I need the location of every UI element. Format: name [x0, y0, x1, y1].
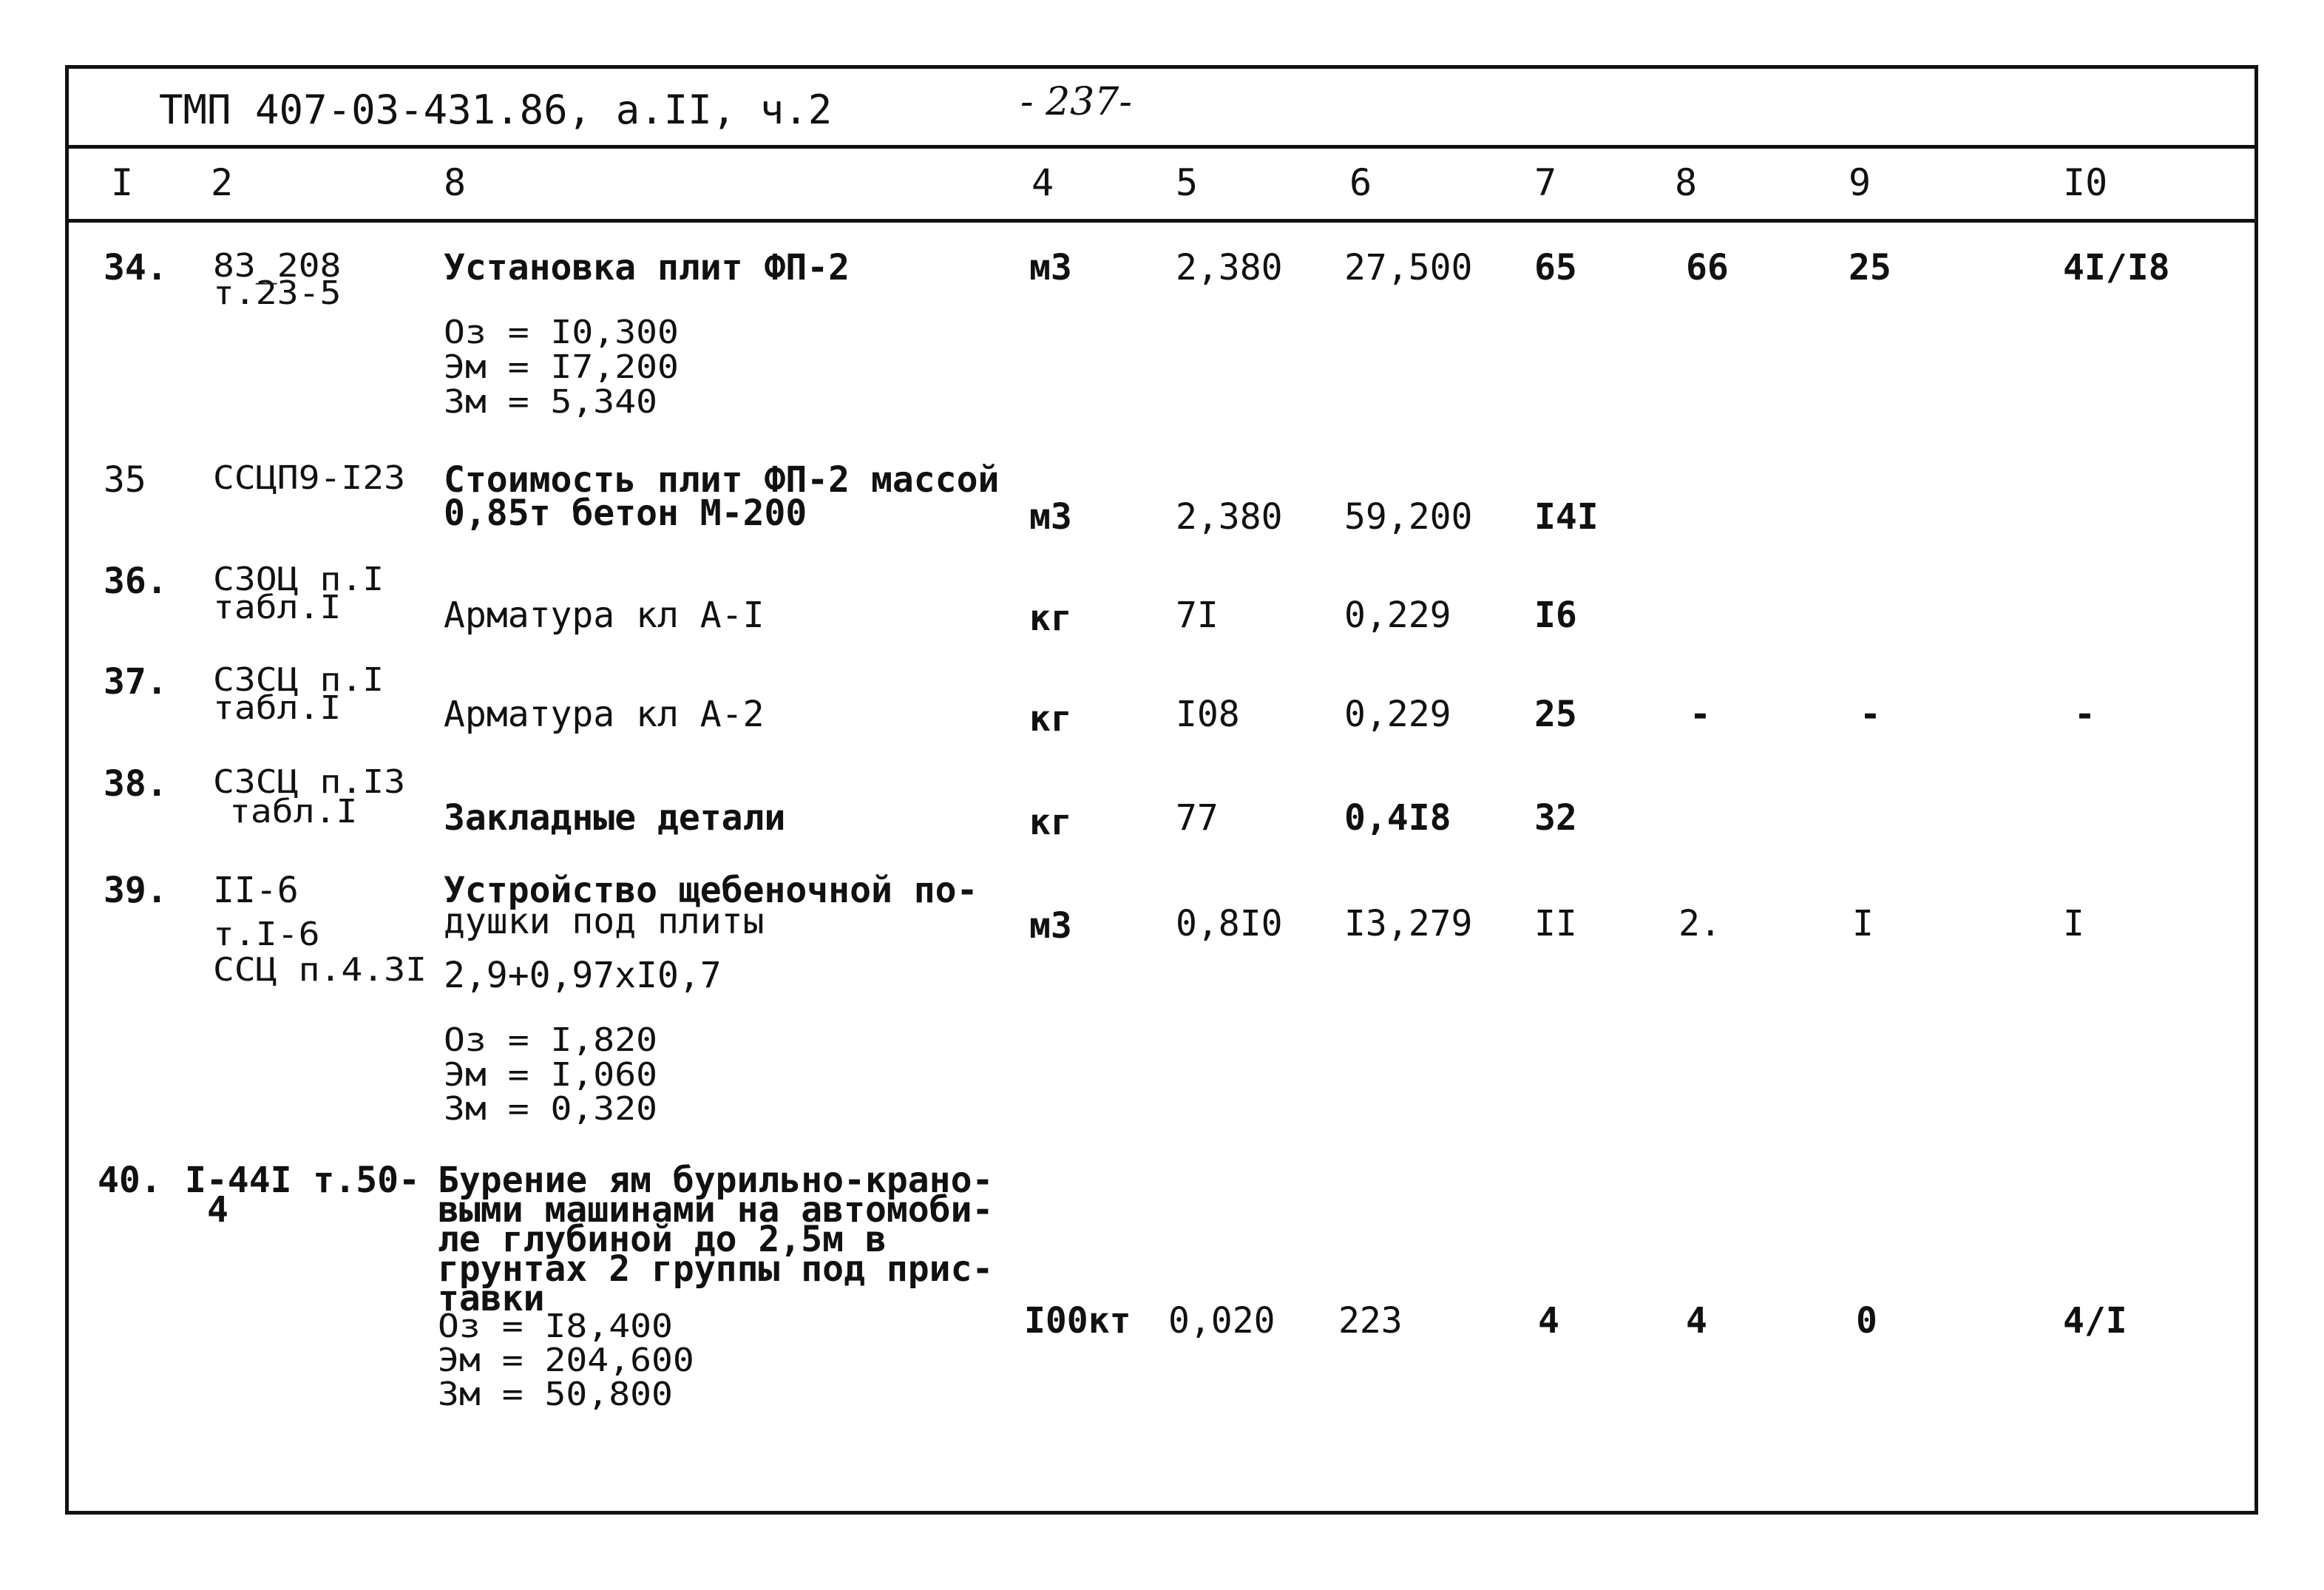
work-description: Установка плит ФП-2 [444, 247, 850, 288]
work-description: 0,85т бетон М-200 [444, 493, 807, 534]
formula-line: Оз = I,820 [444, 1021, 657, 1059]
cell-col9: 25 [1849, 247, 1891, 288]
unit: I00кт [1024, 1300, 1131, 1342]
cell-col6: 59,200 [1344, 496, 1473, 538]
calculation-line: 2,9+0,97xI0,7 [444, 955, 722, 996]
norm-code: I-44I т.50- [185, 1160, 420, 1201]
column-header-divider [65, 219, 2258, 223]
work-description: Арматура кл А-2 [444, 694, 765, 735]
cell-col8: 4 [1686, 1300, 1707, 1342]
column-header-9: 9 [1849, 161, 1871, 204]
norm-code: т.I-6 [213, 916, 320, 953]
row-number: 36. [104, 561, 168, 602]
norm-code: СЗСЦ п.I [213, 661, 384, 699]
cell-col10: - [2074, 694, 2096, 735]
work-description: тавки [438, 1278, 545, 1319]
cell-col8: 66 [1686, 247, 1729, 288]
cell-col6: 27,500 [1344, 247, 1473, 288]
cell-col5: 0,020 [1168, 1300, 1276, 1342]
column-header-4: 4 [1031, 161, 1054, 204]
norm-code: табл.I [213, 689, 342, 727]
cell-col7: 4 [1538, 1300, 1559, 1342]
row-number: 40. [98, 1160, 162, 1201]
cell-col5: 77 [1176, 797, 1219, 839]
work-description: Арматура кл А-I [444, 595, 765, 636]
cell-col9: 0 [1856, 1300, 1877, 1342]
document-title: ТМП 407-03-431.86, а.II, ч.2 [159, 87, 833, 133]
cell-col5: 0,8I0 [1176, 903, 1283, 944]
work-description: Устройство щебеночной по- [444, 870, 978, 911]
work-description: Закладные детали [444, 797, 786, 839]
row-number: 37. [104, 661, 168, 703]
cell-col7: I6 [1534, 595, 1577, 636]
unit: кг [1029, 598, 1072, 639]
column-header-6: 6 [1349, 161, 1372, 204]
column-header-10: I0 [2063, 161, 2108, 204]
unit: м3 [1029, 247, 1072, 288]
cell-col10: I [2063, 903, 2084, 944]
cell-col5: 2,380 [1176, 496, 1283, 538]
work-description: грунтах 2 группы под прис- [438, 1248, 994, 1290]
norm-code: II-6 [213, 870, 299, 911]
page-number: - 237- [1020, 80, 1132, 124]
column-header-7: 7 [1534, 161, 1557, 204]
cell-col7: II [1534, 903, 1577, 944]
work-description: выми машинами на автомоби- [438, 1189, 994, 1231]
cell-col7: I4I [1534, 496, 1599, 538]
formula-line: Оз = I8,400 [438, 1307, 673, 1345]
row-number: 38. [104, 763, 168, 805]
formula-line: Эм = 204,600 [438, 1342, 694, 1379]
column-header-8: 8 [1675, 161, 1698, 204]
formula-line: Зм = 5,340 [444, 383, 657, 421]
unit: м3 [1029, 496, 1072, 538]
cell-col7: 25 [1534, 694, 1577, 735]
norm-code: табл.I [213, 589, 342, 626]
formula-line: Оз = I0,300 [444, 314, 679, 351]
formula-line: Зм = 50,800 [438, 1376, 673, 1413]
norm-code: СЗОЦ п.I [213, 561, 384, 598]
norm-code: т.23-5 [213, 274, 342, 312]
unit: кг [1029, 698, 1072, 740]
column-header-3: 8 [444, 161, 467, 204]
norm-code: 4 [207, 1189, 228, 1231]
norm-code: табл.I [229, 793, 358, 830]
cell-col5: 7I [1176, 595, 1219, 636]
cell-col10: 4I/I8 [2063, 247, 2170, 288]
cell-col10: 4/I [2063, 1300, 2127, 1342]
column-header-5: 5 [1176, 161, 1199, 204]
cell-col6: 0,229 [1344, 595, 1451, 636]
unit: м3 [1029, 905, 1072, 947]
row-number: 35 [104, 459, 146, 501]
cell-col6: 223 [1338, 1300, 1403, 1342]
cell-col7: 65 [1534, 247, 1577, 288]
column-header-1: I [111, 161, 134, 204]
cell-col5: I08 [1176, 694, 1240, 735]
column-header-2: 2 [211, 161, 234, 204]
work-description: душки под плиты [444, 901, 765, 942]
cell-col8: - [1690, 694, 1711, 735]
cell-col8: 2. [1678, 903, 1721, 944]
cell-col9: I [1852, 903, 1874, 944]
norm-code: ССЦП9-I23 [213, 459, 406, 497]
norm-code: 83_208 [213, 247, 342, 285]
cell-col6: 0,4I8 [1344, 797, 1451, 839]
cell-col5: 2,380 [1176, 247, 1283, 288]
unit: кг [1029, 802, 1072, 843]
cell-col7: 32 [1534, 797, 1577, 839]
formula-line: Эм = I,060 [444, 1056, 657, 1094]
work-description: Стоимость плит ФП-2 массой [444, 459, 1000, 501]
header-divider [65, 145, 2258, 149]
row-number: 39. [104, 870, 168, 911]
cell-col6: I3,279 [1344, 903, 1473, 944]
work-description: Бурение ям бурильно-крано- [438, 1160, 994, 1201]
formula-line: Зм = 0,320 [444, 1090, 657, 1128]
norm-code: ССЦ п.4.3I [213, 951, 427, 989]
norm-code: СЗСЦ п.I3 [213, 763, 406, 801]
cell-col6: 0,229 [1344, 694, 1451, 735]
cell-col9: - [1860, 694, 1881, 735]
formula-line: Эм = I7,200 [444, 348, 679, 386]
work-description: ле глубиной до 2,5м в [438, 1219, 887, 1260]
row-number: 34. [104, 247, 168, 288]
